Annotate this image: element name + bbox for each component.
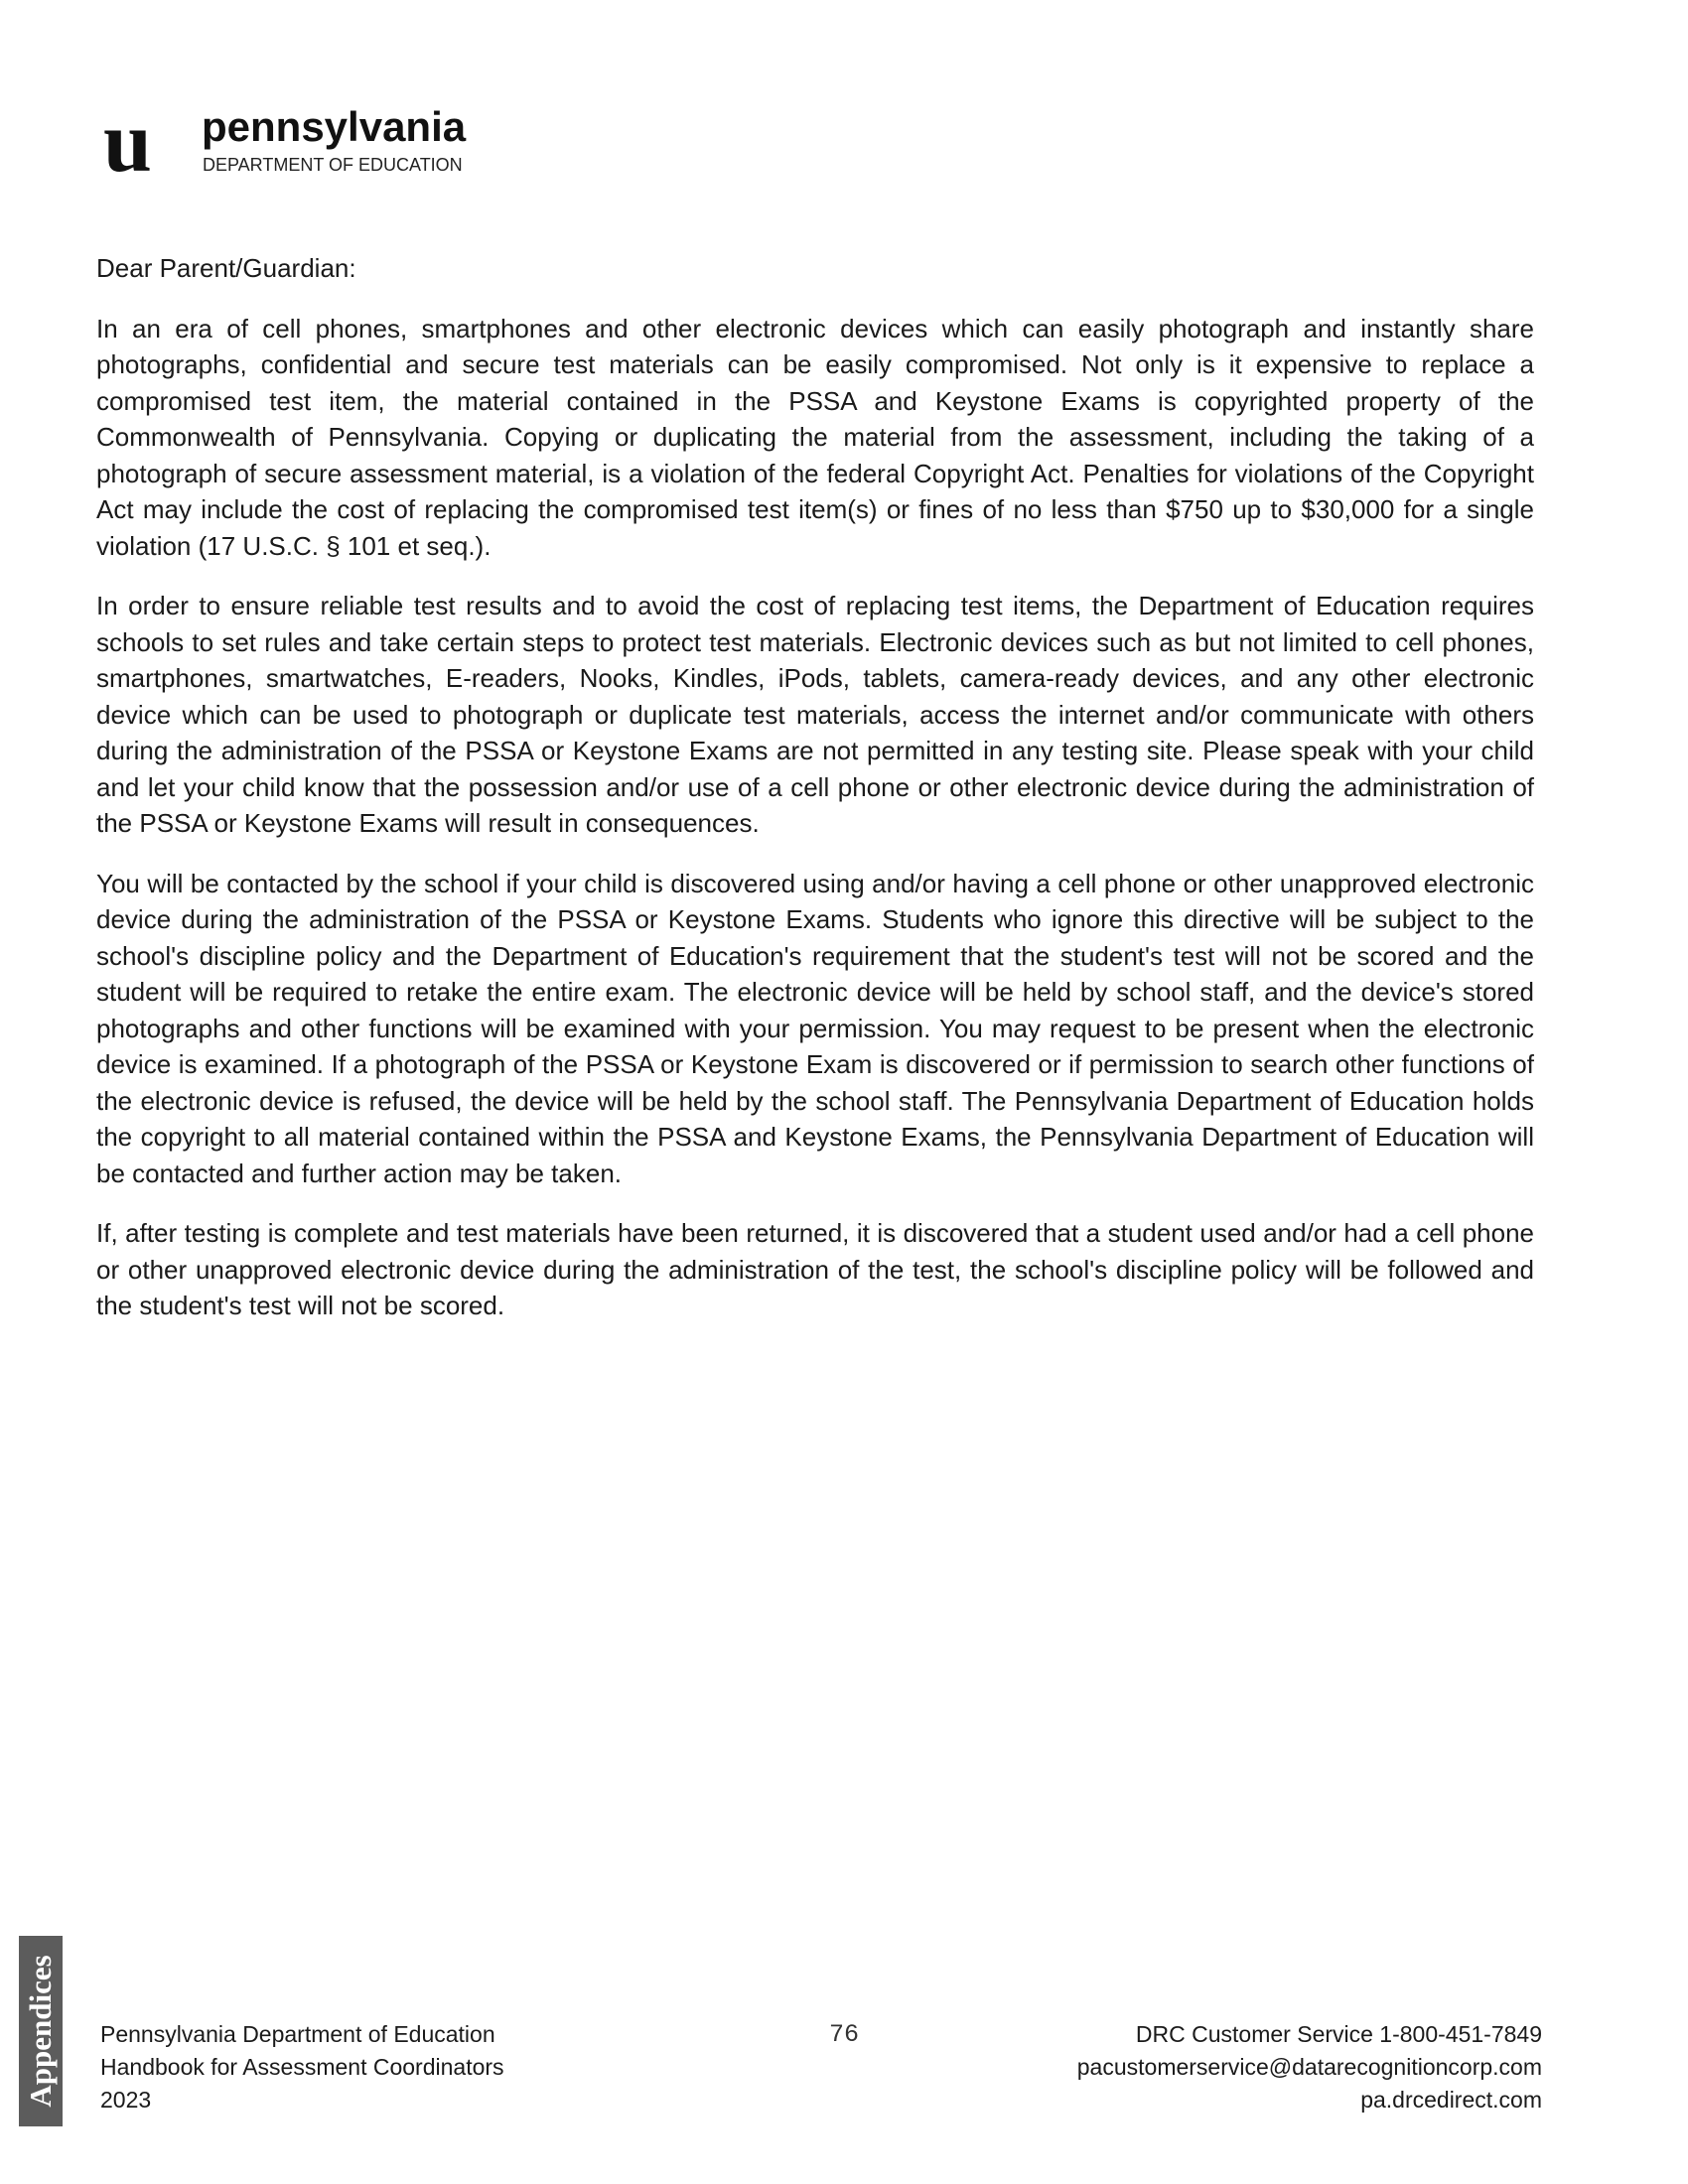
footer-organization: Pennsylvania Department of Education (100, 2021, 495, 2047)
paragraph-copyright: In an era of cell phones, smartphones and other electronic devices which can easily photograph and instantly share photographs, confidential and secure test materials can be easily compromised. Not only is it expensive to replace a compromised test item, the material contained in the PSSA and Keystone Exams is copyrighted property of the Commonwealth of Pennsylvania. Copying or duplicating the material from the assessment, including the taking of a photograph of secure assessment material, is a violation of the federal Copyright Act. Penalties for violations of the Copyright Act may include the cost of replacing the compromised test item(s) or fines of no less than $750 up to $30,000 for a single violation (17 U.S.C. § 101 et seq.). (96, 313, 1534, 561)
page-number: 76 (828, 2020, 859, 2049)
salutation: Dear Parent/Guardian: (96, 253, 356, 283)
appendices-tab (19, 1936, 63, 2126)
paragraph-consequences: You will be contacted by the school if your child is discovered using and/or having a cell phone or other unapproved electronic device during the administration of the PSSA or Keystone Exams. Students who ignore this directive will be subject to the school's discipline policy and the Department of Education's requirement that the student's test will not be scored and the student will be required to retake the entire exam. The electronic device will be held by school staff, and the device's stored photographs and other functions will be examined with your permission. You may request to be present when the electronic device is examined. If a photograph of the PSSA or Keystone Exam is discovered or if permission to search other functions of the electronic device is refused, the device will be held by the school staff. The Pennsylvania Department of Education holds the copyright to all material contained within the PSSA and Keystone Exams, the Pennsylvania Department of Education will be contacted and further action may be taken. (96, 868, 1534, 1188)
appendices-tab-label: Appendices (23, 1955, 58, 2108)
agency-department: DEPARTMENT OF EDUCATION (203, 155, 463, 175)
paragraph-after-testing: If, after testing is complete and test materials have been returned, it is discovered that a student used and/or had a cell phone or other unapproved electronic device during the administration of the test, the school's discipline policy will be followed and the student's test will not be scored. (96, 1218, 1534, 1320)
footer-left (100, 2018, 504, 2116)
footer-website: pa.drcedirect.com (1360, 2087, 1542, 2113)
pde-logo-mark: u (103, 94, 152, 191)
footer-customer-service: DRC Customer Service 1-800-451-7849 (1135, 2021, 1542, 2047)
footer-handbook-title: Handbook for Assessment Coordinators (100, 2054, 504, 2080)
footer-year: 2023 (100, 2087, 152, 2113)
footer-right (1077, 2018, 1542, 2116)
agency-name: pennsylvania (202, 103, 467, 150)
letter-body (96, 250, 1534, 1348)
footer-email: pacustomerservice@datarecognitioncorp.com (1076, 2054, 1542, 2080)
paragraph-device-rules: In order to ensure reliable test results and to avoid the cost of replacing test items, the Department of Education requires schools to set rules and take certain steps to protect test materials. Electronic devices such as but not limited to cell phones, smartphones, smartwatches, E-readers, Nooks, Kindles, iPods, tablets, camera-ready devices, and any other electronic device which can be used to photograph or duplicate test materials, access the internet and/or communicate with others during the administration of the PSSA or Keystone Exams are not permitted in any testing site. Please speak with your child and let your child know that the possession and/or use of a cell phone or other electronic device during the administration of the PSSA or Keystone Exams will result in consequences. (96, 591, 1534, 838)
